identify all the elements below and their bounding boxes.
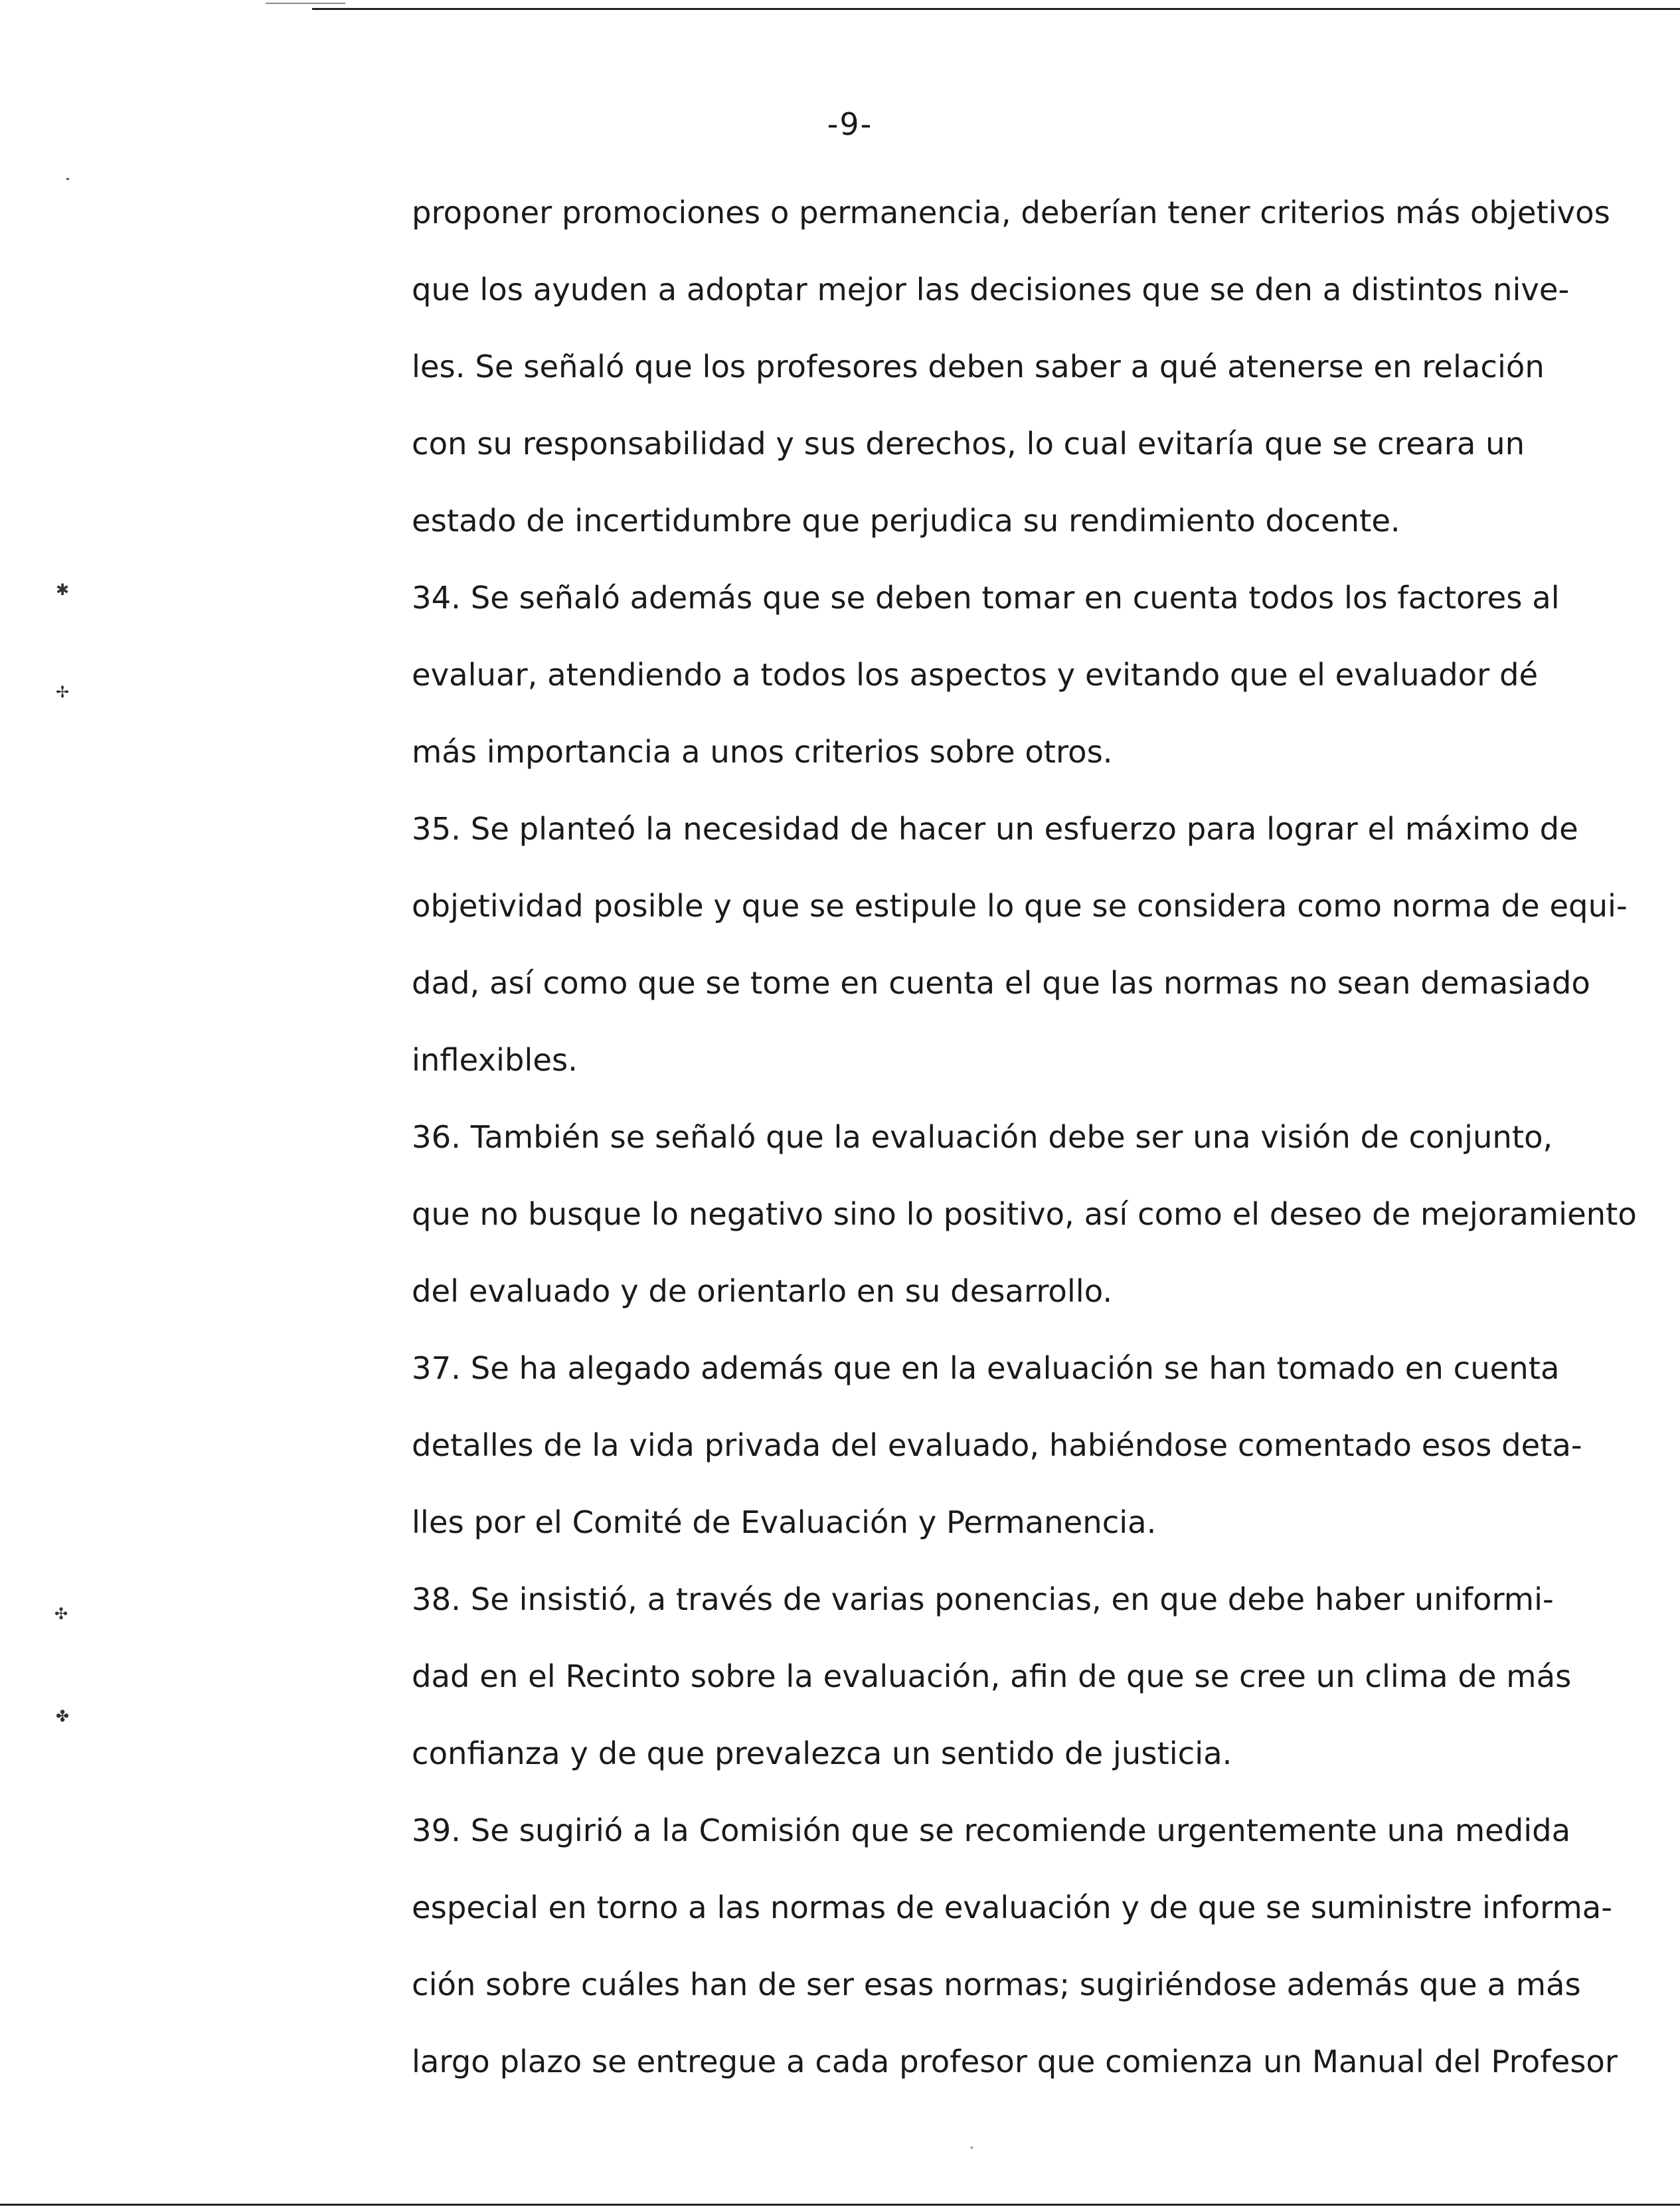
paragraph-39-start: 39. Se sugirió a la Comisión que se recomiende urgentemente una medida — [412, 1813, 1571, 1848]
text-line: detalles de la vida privada del evaluado, habiéndose comentado esos deta- — [412, 1427, 1582, 1463]
text-line: inflexibles. — [412, 1042, 578, 1078]
margin-mark-icon: ✣ — [54, 1605, 68, 1623]
text-line: dad en el Recinto sobre la evaluación, afin de que se cree un clima de más — [412, 1658, 1572, 1694]
text-line: con su responsabilidad y sus derechos, lo cual evitaría que se creara un — [412, 426, 1525, 462]
text-line: que no busque lo negativo sino lo positivo, así como el deseo de mejoramiento — [412, 1196, 1637, 1232]
text-line: ción sobre cuáles han de ser esas normas; sugiriéndose además que a más — [412, 1967, 1581, 2002]
paragraph-37-start: 37. Se ha alegado además que en la evaluación se han tomado en cuenta — [412, 1350, 1560, 1386]
text-line: largo plazo se entregue a cada profesor que comienza un Manual del Profesor — [412, 2044, 1618, 2079]
text-line: les. Se señaló que los profesores deben saber a qué atenerse en relación — [412, 349, 1545, 385]
page-number: -9- — [827, 106, 873, 142]
text-line: evaluar, atendiendo a todos los aspectos y evitando que el evaluador dé — [412, 657, 1539, 693]
scan-speck — [971, 2147, 973, 2149]
body-text — [412, 174, 1637, 2100]
text-line: estado de incertidumbre que perjudica su rendimiento docente. — [412, 503, 1400, 539]
text-line: confianza y de que prevalezca un sentido de justicia. — [412, 1735, 1232, 1771]
top-border-line — [312, 8, 1680, 10]
paragraph-34-start: 34. Se señaló además que se deben tomar en cuenta todos los factores al — [412, 580, 1560, 616]
top-border-faint — [266, 3, 345, 4]
text-line: dad, así como que se tome en cuenta el que las normas no sean demasiado — [412, 965, 1590, 1001]
text-line: lles por el Comité de Evaluación y Permanencia. — [412, 1504, 1157, 1540]
paragraph-35-start: 35. Se planteó la necesidad de hacer un esfuerzo para lograr el máximo de — [412, 811, 1578, 847]
text-line: objetividad posible y que se estipule lo que se considera como norma de equi- — [412, 888, 1628, 924]
text-line: proponer promociones o permanencia, deberían tener criterios más objetivos — [412, 195, 1610, 230]
text-line: especial en torno a las normas de evaluación y de que se suministre informa- — [412, 1890, 1613, 1925]
text-line: más importancia a unos criterios sobre otros. — [412, 734, 1113, 770]
margin-mark-icon: ✱ — [56, 580, 70, 599]
margin-mark-icon: ✢ — [56, 683, 70, 701]
margin-mark-icon: ✤ — [56, 1707, 70, 1725]
scan-speck — [66, 178, 69, 180]
bottom-border-line — [0, 2204, 1680, 2206]
paragraph-36-start: 36. También se señaló que la evaluación debe ser una visión de conjunto, — [412, 1119, 1553, 1155]
text-line: que los ayuden a adoptar mejor las decisiones que se den a distintos nive- — [412, 272, 1570, 308]
text-line: del evaluado y de orientarlo en su desarrollo. — [412, 1273, 1113, 1309]
paragraph-38-start: 38. Se insistió, a través de varias ponencias, en que debe haber uniformi- — [412, 1581, 1554, 1617]
